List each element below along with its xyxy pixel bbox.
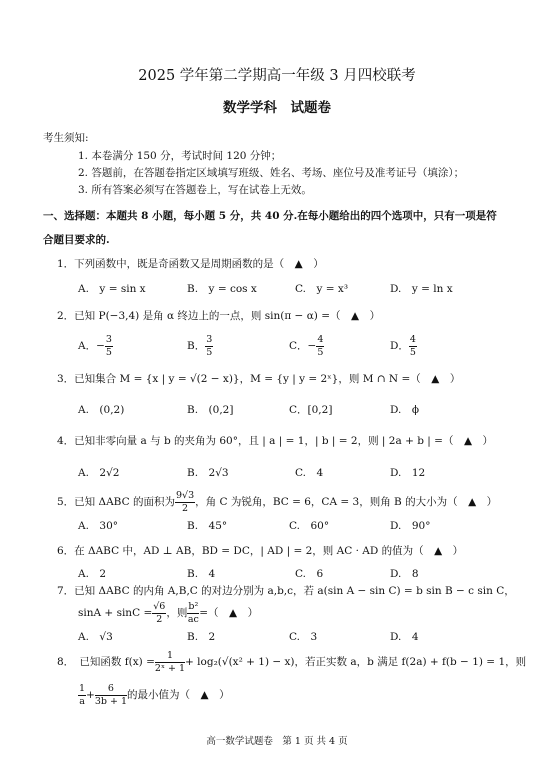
question-5-option-c: C. 60° [289, 520, 330, 532]
question-2-stem: 2．已知 P(−3,4) 是角 α 终边上的一点，则 sin(π − α) =（ ▲ ） [57, 310, 381, 322]
stem-text: ，角 C 为锐角，BC = 6，CA = 3，则角 B 的大小为（ ▲ ） [195, 496, 498, 508]
question-4-stem: 4．已知非零向量 a 与 b 的夹角为 60°，且 | a | = 1，| b | = 2，则 | 2a + b | =（ ▲ ） [57, 435, 494, 447]
fraction-numerator: √6 [153, 601, 166, 612]
stem-text: 5．已知 ΔABC 的面积为 [57, 496, 175, 508]
fraction-denominator: 5 [206, 346, 213, 358]
option-label: C． [289, 340, 308, 352]
fraction-numerator: 1 [155, 651, 185, 663]
option-fraction [105, 335, 113, 357]
stem-fraction [78, 684, 86, 706]
question-1-stem: 1．下列函数中，既是奇函数又是周期函数的是（ ▲ ） [57, 258, 324, 270]
question-5-option-d: D. 90° [390, 520, 431, 532]
stem-fraction [155, 651, 185, 673]
fraction-denominator: 2 [156, 613, 163, 625]
stem-fraction [152, 602, 166, 624]
fraction-numerator: 4 [317, 334, 324, 345]
question-1-option-a: A. y = sin x [78, 283, 146, 295]
option-sign: − [96, 340, 105, 352]
option-fraction [205, 335, 213, 357]
question-8-stem-cont [78, 684, 230, 706]
question-7-option-b: B. 2 [187, 631, 216, 643]
question-2-option-c [289, 335, 324, 357]
fraction-denominator: ac [187, 613, 199, 625]
question-5-stem [57, 491, 497, 513]
question-1-option-b: B. y = cos x [187, 283, 257, 295]
question-4-option-a: A. 2√2 [78, 467, 120, 479]
notice-item: 1. 本卷满分 150 分，考试时间 120 分钟； [78, 150, 282, 162]
question-4-option-c: C. 4 [295, 467, 324, 479]
fraction-numerator: 4 [409, 334, 416, 345]
question-7-option-d: D. 4 [390, 631, 419, 643]
question-2-option-b [187, 335, 213, 357]
stem-text: + log₂(√(x² + 1) − x)，若正实数 a，b 满足 f(2a) + f(b − 1) = 1，则 [185, 656, 527, 668]
stem-fraction [175, 491, 195, 513]
fraction-denominator: 5 [409, 346, 416, 358]
option-fraction [316, 335, 324, 357]
exam-subtitle: 数学学科 试题卷 [223, 100, 331, 116]
question-7-option-a: A. √3 [78, 631, 113, 643]
question-5-option-b: B. 45° [187, 520, 228, 532]
option-label: A． [78, 340, 97, 352]
question-3-option-b: B. (0,2] [187, 404, 234, 416]
question-2-option-d [390, 335, 417, 357]
fraction-numerator: 1 [79, 683, 86, 694]
notice-heading: 考生须知: [43, 132, 89, 144]
fraction-denominator: 2ˣ + 1 [154, 662, 186, 674]
question-7-stem: 7．已知 ΔABC 的内角 A,B,C 的对边分别为 a,b,c，若 a(sin A − sin C) = b sin B − c sin C， [57, 585, 515, 597]
question-6-option-c: C. 6 [295, 568, 324, 580]
option-label: B． [187, 340, 206, 352]
question-6-stem: 6．在 ΔABC 中，AD ⊥ AB，BD = DC，| AD | = 2，则 AC · AD 的值为（ ▲ ） [57, 545, 464, 557]
stem-fraction [95, 684, 127, 706]
page-footer: 高一数学试题卷 第 1 页 共 4 页 [206, 736, 348, 747]
section-heading: 一、选择题：本题共 8 小题，每小题 5 分，共 40 分.在每小题给出的四个选项中，只有一项是符 [43, 210, 497, 222]
fraction-denominator: 3b + 1 [94, 695, 128, 707]
question-1-option-d: D. y = ln x [390, 283, 453, 295]
option-label: D． [390, 340, 409, 352]
question-3-option-a: A. (0,2) [78, 404, 125, 416]
question-4-option-b: B. 2√3 [187, 467, 229, 479]
fraction-denominator: 5 [105, 346, 112, 358]
question-4-option-d: D. 12 [390, 467, 426, 479]
question-7-option-c: C. 3 [289, 631, 318, 643]
fraction-numerator: 9√3 [175, 490, 195, 501]
stem-text: =（ ▲ ） [199, 607, 259, 619]
question-3-stem: 3．已知集合 M = {x | y = √(2 − x)}，M = {y | y = 2ˣ}，则 M ∩ N =（ ▲ ） [57, 373, 461, 385]
question-5-option-a: A. 30° [78, 520, 119, 532]
stem-text: 8． 已知函数 f(x) = [57, 656, 155, 668]
question-6-option-b: B. 4 [187, 568, 216, 580]
fraction-denominator: 2 [182, 502, 189, 514]
question-1-option-c: C. y = x³ [295, 283, 349, 295]
fraction-numerator: 3 [105, 334, 112, 345]
question-7-stem-cont [78, 602, 258, 624]
stem-fraction [187, 602, 199, 624]
option-fraction [409, 335, 417, 357]
question-3-option-d: D. ϕ [390, 404, 420, 416]
plus-sign: + [86, 689, 95, 701]
stem-text: 的最小值为（ ▲ ） [127, 689, 230, 701]
exam-title: 2025 学年第二学期高一年级 3 月四校联考 [138, 68, 416, 84]
question-6-option-d: D. 8 [390, 568, 419, 580]
fraction-numerator: 6 [95, 684, 127, 696]
option-sign: − [307, 340, 317, 352]
section-heading-cont: 合题目要求的. [43, 234, 110, 246]
stem-text: sinA + sinC = [78, 607, 153, 619]
stem-text: ，则 [166, 607, 188, 619]
question-2-option-a [78, 335, 113, 357]
notice-item: 2. 答题前，在答题卷指定区域填写班级、姓名、考场、座位号及准考证号（填涂）； [78, 167, 465, 179]
notice-item: 3. 所有答案必须写在答题卷上，写在试卷上无效。 [78, 184, 312, 196]
question-3-option-c: C．[0,2] [289, 404, 333, 416]
question-6-option-a: A. 2 [78, 568, 107, 580]
question-8-stem [57, 651, 526, 673]
fraction-numerator: 3 [206, 334, 213, 345]
fraction-denominator: a [79, 695, 85, 707]
fraction-denominator: 5 [317, 346, 324, 358]
fraction-numerator: b² [188, 601, 199, 612]
